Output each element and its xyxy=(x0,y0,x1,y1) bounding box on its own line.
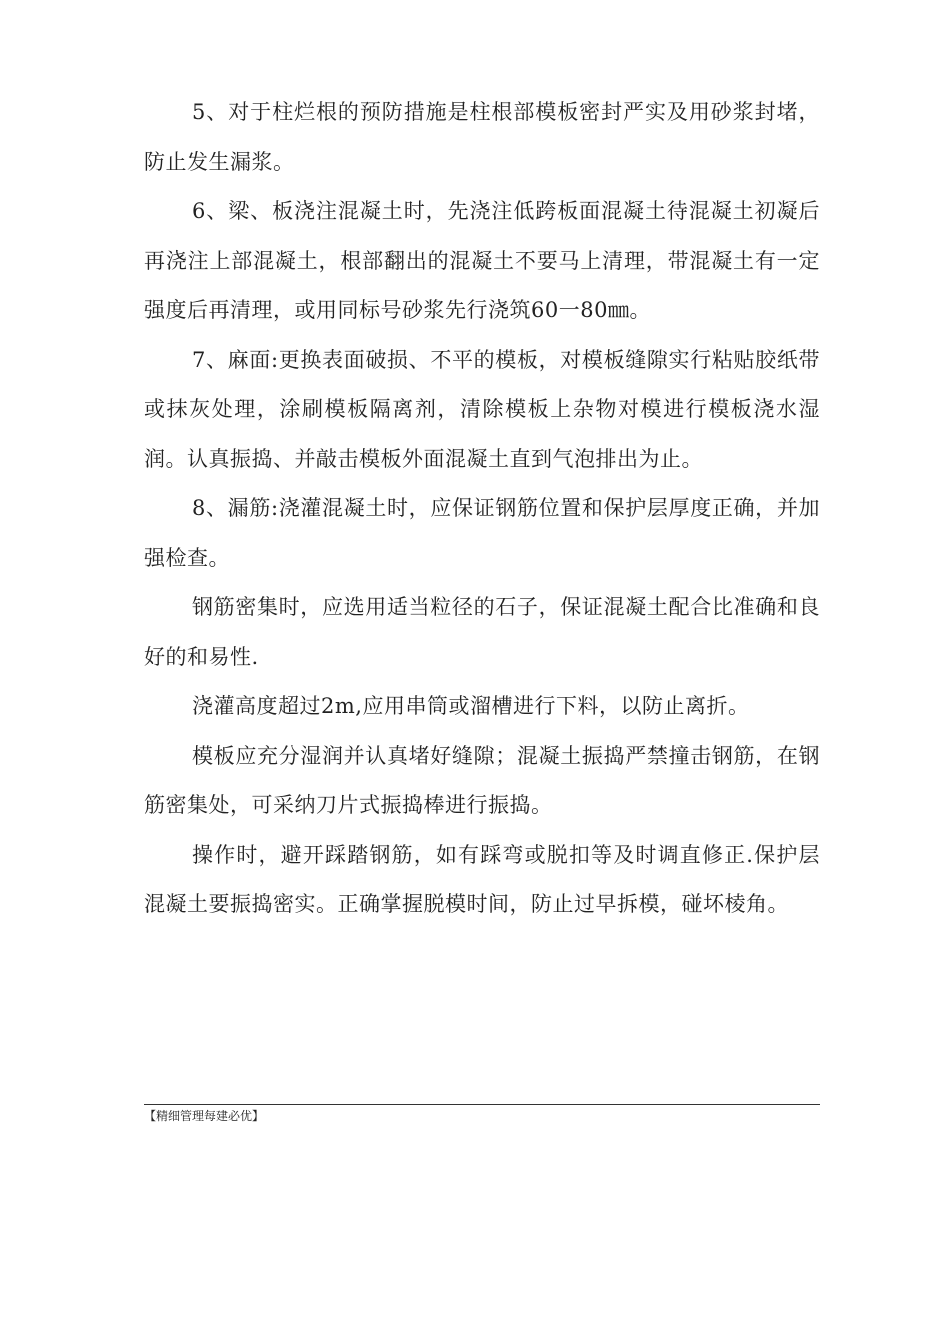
footer-divider xyxy=(144,1104,820,1105)
paragraph-7: 7、麻面:更换表面破损、不平的模板，对模板缝隙实行粘贴胶纸带或抹灰处理，涂刷模板隔离剂，清除模板上杂物对模进行模板浇水湿润。认真振捣、并敲击模板外面混凝土直到气泡排出为止。 xyxy=(144,347,820,471)
paragraph-6: 6、梁、板浇注混凝土时，先浇注低跨板面混凝土待混凝土初凝后再浇注上部混凝土，根部翻出的混凝土不要马上清理，带混凝土有一定强度后再清理，或用同标号砂浆先行浇筑60一80㎜。 xyxy=(144,199,820,322)
paragraph-8: 8、漏筋:浇灌混凝土时，应保证钢筋位置和保护层厚度正确，并加强检查。 xyxy=(144,496,820,570)
document-body xyxy=(144,88,820,930)
paragraph-rebar-dense: 钢筋密集时，应选用适当粒径的石子，保证混凝土配合比准确和良好的和易性. xyxy=(144,595,820,669)
paragraph-pour-height: 浇灌高度超过2m,应用串筒或溜槽进行下料，以防止离折。 xyxy=(192,694,750,718)
footer-text: 【精细管理每建必优】 xyxy=(144,1109,265,1123)
paragraph-operation: 操作时，避开踩踏钢筋，如有踩弯或脱扣等及时调直修正.保护层混凝土要振捣密实。正确掌握脱模时间，防止过早拆模，碰坏棱角。 xyxy=(144,842,820,916)
paragraph-formwork-moisten: 模板应充分湿润并认真堵好缝隙；混凝土振捣严禁撞击钢筋，在钢筋密集处，可采纳刀片式振捣棒进行振捣。 xyxy=(144,743,820,817)
paragraph-5: 5、对于柱烂根的预防措施是柱根部模板密封严实及用砂浆封堵，防止发生漏浆。 xyxy=(144,100,820,174)
